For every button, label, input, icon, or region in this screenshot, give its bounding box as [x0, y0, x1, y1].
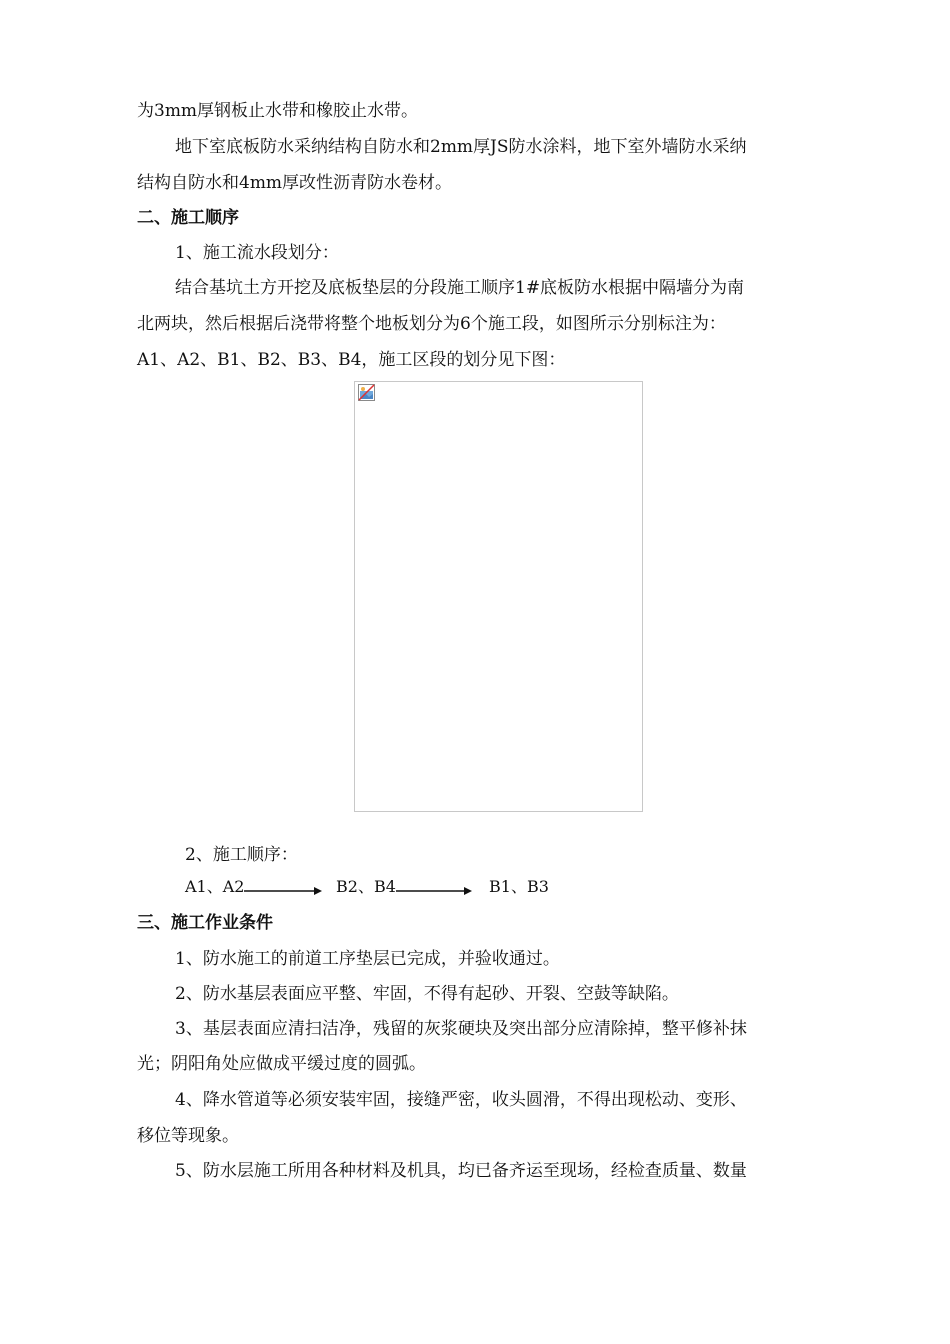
paragraph-line: 5、防水层施工所用各种材料及机具，均已备齐运至现场，经检查质量、数量	[175, 1161, 747, 1181]
paragraph-line: 移位等现象。	[137, 1126, 239, 1146]
paragraph-line: 为3mm厚钢板止水带和橡胶止水带。	[137, 101, 419, 121]
arrow-icon	[396, 885, 472, 897]
subsection-title: 2、施工顺序：	[185, 845, 298, 865]
section-heading: 二、施工顺序	[137, 208, 239, 228]
paragraph-line: 结合基坑土方开挖及底板垫层的分段施工顺序1#底板防水根据中隔墙分为南	[175, 278, 745, 298]
paragraph-line: A1、A2、B1、B2、B3、B4，施工区段的划分见下图：	[137, 350, 566, 370]
section-heading: 三、施工作业条件	[137, 913, 273, 933]
sequence-step: B2、B4	[336, 877, 396, 896]
paragraph-line: 北两块，然后根据后浇带将整个地板划分为6个施工段，如图所示分别标注为：	[137, 314, 726, 334]
paragraph-line: 光；阴阳角处应做成平缓过度的圆弧。	[137, 1054, 426, 1074]
figure-placeholder	[354, 381, 643, 812]
paragraph-line: 2、防水基层表面应平整、牢固，不得有起砂、开裂、空鼓等缺陷。	[175, 984, 679, 1004]
paragraph-line: 4、降水管道等必须安装牢固，接缝严密，收头圆滑，不得出现松动、变形、	[175, 1090, 747, 1110]
paragraph-line: 3、基层表面应清扫洁净，残留的灰浆硬块及突出部分应清除掉，整平修补抹	[175, 1019, 747, 1039]
paragraph-line: 地下室底板防水采纳结构自防水和2mm厚JS防水涂料，地下室外墙防水采纳	[175, 137, 747, 157]
broken-image-icon	[358, 384, 375, 401]
arrow-icon	[244, 885, 322, 897]
sequence-step: A1、A2	[185, 877, 245, 896]
subsection-title: 1、施工流水段划分：	[175, 243, 339, 263]
paragraph-line: 1、防水施工的前道工序垫层已完成，并验收通过。	[175, 949, 560, 969]
paragraph-line: 结构自防水和4mm厚改性沥青防水卷材。	[137, 173, 453, 193]
sequence-step: B1、B3	[489, 877, 549, 896]
